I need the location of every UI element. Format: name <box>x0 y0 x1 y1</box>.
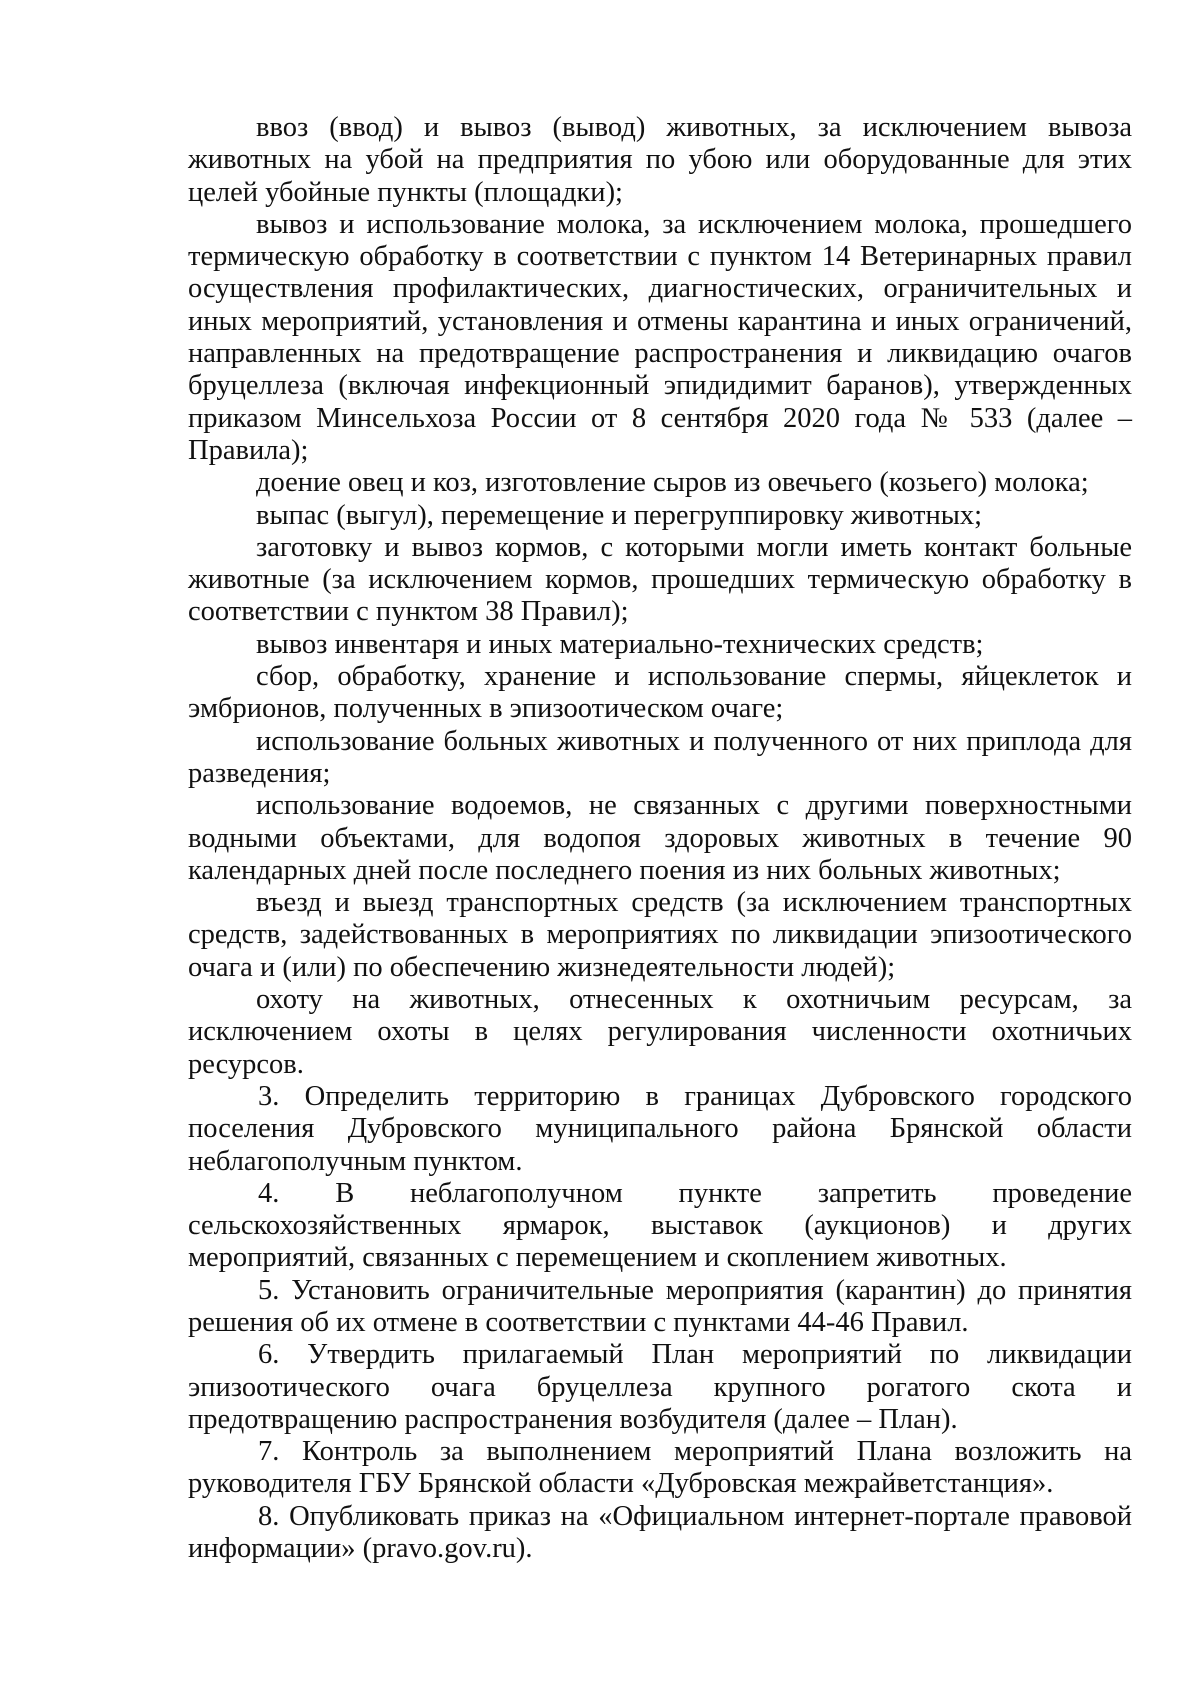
paragraph-import-export-ban: ввоз (ввод) и вывоз (вывод) животных, за исключением вывоза животных на убой на предприятия по убою или оборудованные для этих целей убойные пункты (площадки); <box>188 112 1132 208</box>
paragraph-water-ban: использование водоемов, не связанных с другими поверхностными водными объектами, для водопоя здоровых животных в течение 90 календарных дней после последнего поения из них больных животных; <box>188 790 1132 886</box>
clause-3: 3. Определить территорию в границах Дубровского городского поселения Дубровского муниципального района Брянской области неблагополучным пунктом. <box>188 1080 1132 1177</box>
clause-6: 6. Утвердить прилагаемый План мероприятий по ликвидации эпизоотического очага бруцеллеза крупного рогатого скота и предотвращению распространения возбудителя (далее – План). <box>188 1339 1132 1435</box>
paragraph-milk-ban: вывоз и использование молока, за исключением молока, прошедшего термическую обработку в соответствии с пунктом 14 Ветеринарных правил осуществления профилактических, диагностических, ограничительных и иных мероприятий, установления и отмены карантина и иных ограничений, направленных на предотвращение распространения и ликвидацию очагов бруцеллеза (включая инфекционный эпидидимит баранов), утвержденных приказом Минсельхоза России от 8 сентября 2020 года № 533 (далее – Правила); <box>188 208 1132 466</box>
clause-5: 5. Установить ограничительные мероприятия (карантин) до принятия решения об их отмене в соответствии с пунктами 44-46 Правил. <box>188 1274 1132 1338</box>
clause-8: 8. Опубликовать приказ на «Официальном интернет-портале правовой информации» (pravo.gov.ru). <box>188 1500 1132 1565</box>
clause-7: 7. Контроль за выполнением мероприятий Плана возложить на руководителя ГБУ Брянской области «Дубровская межрайветстанция». <box>188 1436 1132 1500</box>
paragraph-breeding-ban: использование больных животных и полученного от них приплода для разведения; <box>188 725 1132 789</box>
paragraph-milking-ban: доение овец и коз, изготовление сыров из овечьего (козьего) молока; <box>256 467 1089 499</box>
paragraph-sperm-ban: сбор, обработку, хранение и использование спермы, яйцеклеток и эмбрионов, полученных в эпизоотическом очаге; <box>188 661 1132 725</box>
paragraph-feed-ban: заготовку и вывоз кормов, с которыми могли иметь контакт больные животные (за исключением кормов, прошедших термическую обработку в соответствии с пунктом 38 Правил); <box>188 531 1132 628</box>
paragraph-hunting-ban: охоту на животных, отнесенных к охотничьим ресурсам, за исключением охоты в целях регулирования численности охотничьих ресурсов. <box>188 984 1132 1080</box>
paragraph-grazing-ban: выпас (выгул), перемещение и перегруппировку животных; <box>256 499 983 531</box>
paragraph-inventory-ban: вывоз инвентаря и иных материально-технических средств; <box>256 628 984 660</box>
clause-4: 4. В неблагополучном пункте запретить проведение сельскохозяйственных ярмарок, выставок (аукционов) и других мероприятий, связанных с перемещением и скоплением животных. <box>188 1177 1132 1274</box>
document-body <box>188 112 1132 1565</box>
paragraph-transport-ban: въезд и выезд транспортных средств (за исключением транспортных средств, задействованных в мероприятиях по ликвидации эпизоотического очага и (или) по обеспечению жизнедеятельности людей); <box>188 887 1132 983</box>
